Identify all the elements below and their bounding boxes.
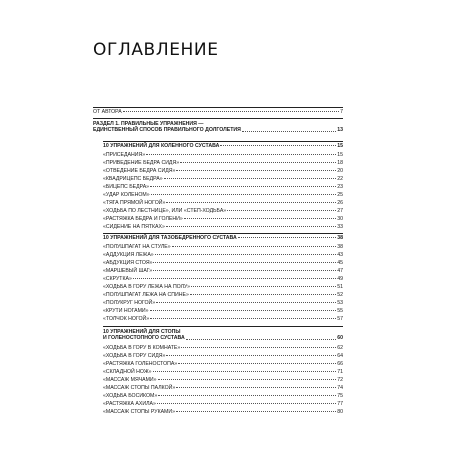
toc-entry-from-author[interactable] [93, 109, 343, 115]
toc-item[interactable]: «РАСТЯЖКА ГОЛЕНОСТОПА» 66 [103, 361, 343, 367]
toc-item[interactable]: «ХОДЬБА БОСИКОМ» 75 [103, 393, 343, 399]
toc-label: РАЗДЕЛ 1. ПРАВИЛЬНЫЕ УПРАЖНЕНИЯ — ЕДИНСТВЕННЫЙ СПОСОБ ПРАВИЛЬНОГО ДОЛГОЛЕТИЯ [93, 121, 241, 133]
leader-dots [242, 131, 336, 132]
toc-item[interactable]: «ПРИСЕДАНИЯ» 15 [103, 152, 343, 158]
toc-item[interactable]: «ТЯГА ПРЯМОЙ НОГОЙ» 26 [103, 200, 343, 206]
toc-page: 13 [337, 127, 343, 133]
toc-item[interactable]: «БИЦЕПС БЕДРА» 23 [103, 184, 343, 190]
divider [103, 233, 343, 234]
toc-item[interactable]: «СКРУТКА» 49 [103, 276, 343, 282]
toc-item[interactable]: «ТОЛЧОК НОГОЙ» 57 [103, 316, 343, 322]
toc-item[interactable]: «РАСТЯЖКА БЕДРА И ГОЛЕНИ» 30 [103, 216, 343, 222]
toc-item[interactable]: «УДАР КОЛЕНОМ» 25 [103, 192, 343, 198]
toc-item[interactable]: «МАССАЖ МЯЧАМИ» 72 [103, 377, 343, 383]
toc-label: ОТ АВТОРА [93, 109, 122, 115]
toc-entry-section-1[interactable] [93, 121, 343, 133]
toc-item[interactable]: «АДДУКЦИЯ ЛЕЖА» 43 [103, 252, 343, 258]
toc-item[interactable]: «ХОДЬБА В ГОРУ ЛЕЖА НА ПОЛУ» 51 [103, 284, 343, 290]
toc-group-hip[interactable]: 10 УПРАЖНЕНИЙ ДЛЯ ТАЗОБЕДРЕННОГО СУСТАВА 38 [103, 235, 343, 241]
divider [93, 118, 343, 119]
toc-group-knee[interactable]: 10 УПРАЖНЕНИЙ ДЛЯ КОЛЕННОГО СУСТАВА 15 [103, 143, 343, 149]
toc-item[interactable]: «ХОДЬБА В ГОРУ СИДЯ» 64 [103, 353, 343, 359]
toc-item[interactable]: «ПОЛУШПАГАТ ЛЕЖА НА СПИНЕ» 52 [103, 292, 343, 298]
toc-item[interactable]: «СКЛАДНОЙ НОЖ» 71 [103, 369, 343, 375]
toc-item[interactable]: «ХОДЬБА ПО ЛЕСТНИЦЕ», ИЛИ «СТЕП-ХОДЬБА» 27 [103, 208, 343, 214]
toc-item[interactable]: «ХОДЬБА В ГОРУ В КОМНАТЕ» 62 [103, 345, 343, 351]
divider [103, 141, 343, 142]
toc-item[interactable]: «МАРШЕВЫЙ ШАГ» 47 [103, 268, 343, 274]
toc-item[interactable]: «СИДЕНИЕ НА ПЯТКАХ» 33 [103, 224, 343, 230]
toc-item[interactable]: «ПОЛУКРУГ НОГОЙ» 53 [103, 300, 343, 306]
toc-item[interactable]: «АБДУКЦИЯ СТОЯ» 45 [103, 260, 343, 266]
divider [103, 326, 343, 327]
toc-item[interactable]: «ОТВЕДЕНИЕ БЕДРА СИДЯ» 20 [103, 168, 343, 174]
leader-dots [123, 111, 339, 112]
toc-item[interactable]: «ПОЛУШПАГАТ НА СТУЛЕ» 38 [103, 244, 343, 250]
toc-item[interactable]: «ПРИВЕДЕНИЕ БЕДРА СИДЯ» 18 [103, 160, 343, 166]
toc-group-foot-ankle[interactable]: 10 УПРАЖНЕНИЙ ДЛЯ СТОПЫ И ГОЛЕНОСТОПНОГО СУСТАВА 60 [103, 329, 343, 341]
page-title: ОГЛАВЛЕНИЕ [93, 40, 219, 60]
toc-item[interactable]: «МАССАЖ СТОПЫ РУКАМИ» 80 [103, 409, 343, 415]
toc-page: 7 [340, 109, 343, 115]
toc-item[interactable]: «КВАДРИЦЕПС БЕДРА» 22 [103, 176, 343, 182]
toc-item[interactable]: «МАССАЖ СТОПЫ ПАЛКОЙ» 74 [103, 385, 343, 391]
toc-item[interactable]: «РАСТЯЖКА АХИЛА» 77 [103, 401, 343, 407]
divider [93, 107, 343, 108]
toc-item[interactable]: «КРУТИ НОГАМИ» 55 [103, 308, 343, 314]
